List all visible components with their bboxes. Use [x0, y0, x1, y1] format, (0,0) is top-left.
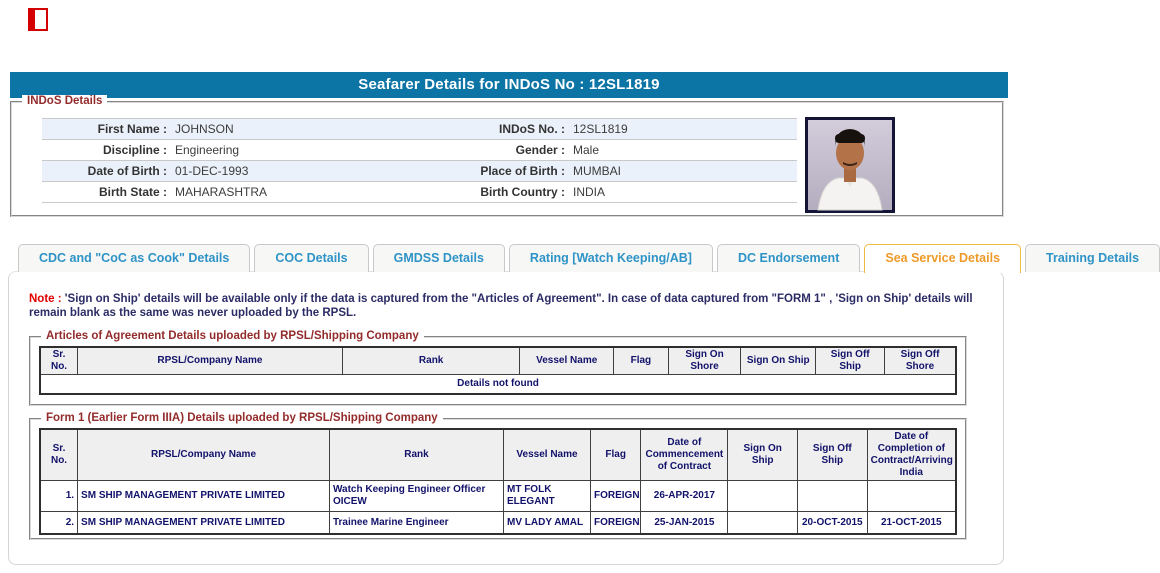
cell-rank: Watch Keeping Engineer Officer OICEW — [329, 481, 503, 512]
col-sign-off-ship: Sign Off Ship — [816, 347, 885, 375]
cell-sign-on-ship — [728, 481, 798, 512]
tab-rating-watch-keeping[interactable]: Rating [Watch Keeping/AB] — [509, 244, 713, 272]
dob-label: Date of Birth : — [87, 164, 167, 178]
articles-of-agreement-section — [29, 330, 967, 406]
cell-vessel: MV LADY AMAL — [503, 512, 590, 535]
cell-sr-no: 2. — [40, 512, 78, 535]
first-name-label: First Name : — [97, 122, 167, 136]
tab-gmdss-details[interactable]: GMDSS Details — [373, 244, 505, 272]
col-rank: Rank — [342, 347, 520, 375]
cell-sr-no: 1. — [40, 481, 78, 512]
col-flag: Flag — [591, 429, 641, 481]
note-text: 'Sign on Ship' details will be available only if the data is captured from the "Articles of Agreement". In case of data captured from "FORM 1" , 'Sign on Ship' details will remain blank as the same was never uploaded by the RPSL. — [29, 293, 973, 320]
cell-completion-date: 21-OCT-2015 — [867, 512, 956, 535]
table-row — [40, 512, 956, 535]
indos-details-legend: INDoS Details — [22, 95, 107, 107]
gender-label: Gender : — [515, 143, 565, 157]
col-company: RPSL/Company Name — [78, 347, 343, 375]
cell-commencement-date: 26-APR-2017 — [641, 481, 728, 512]
form1-section — [29, 412, 967, 540]
cell-vessel: MT FOLK ELEGANT — [503, 481, 590, 512]
col-sign-off-ship: Sign Off Ship — [798, 429, 868, 481]
form1-table — [39, 428, 957, 535]
col-vessel: Vessel Name — [520, 347, 613, 375]
sign-on-ship-note — [29, 292, 993, 321]
seafarer-portrait-photo — [805, 117, 895, 213]
cell-flag: FOREIGN — [591, 481, 641, 512]
tab-dc-endorsement[interactable]: DC Endorsement — [717, 244, 860, 272]
cell-company: SM SHIP MANAGEMENT PRIVATE LIMITED — [78, 512, 330, 535]
detail-row — [42, 182, 797, 203]
detail-row — [42, 161, 797, 182]
col-completion-date: Date of Completion of Contract/Arriving India — [867, 429, 956, 481]
col-rank: Rank — [329, 429, 503, 481]
cell-company: SM SHIP MANAGEMENT PRIVATE LIMITED — [78, 481, 330, 512]
indos-details-section — [10, 95, 1004, 217]
place-of-birth-value: MUMBAI — [573, 164, 621, 178]
detail-row — [42, 140, 797, 161]
col-sign-on-ship: Sign On Ship — [741, 347, 816, 375]
birth-country-value: INDIA — [573, 185, 606, 199]
col-sign-on-shore: Sign On Shore — [668, 347, 740, 375]
note-prefix: Note : — [29, 293, 62, 305]
cell-sign-on-ship — [728, 512, 798, 535]
tab-coc-details[interactable]: COC Details — [254, 244, 368, 272]
red-placeholder-icon — [28, 8, 48, 31]
tab-training-details[interactable]: Training Details — [1025, 244, 1160, 272]
discipline-value: Engineering — [175, 143, 240, 157]
first-name-value: JOHNSON — [175, 122, 234, 136]
col-commencement-date: Date of Commencement of Contract — [641, 429, 728, 481]
indos-no-label: INDoS No. : — [499, 122, 565, 136]
details-tab-bar — [18, 244, 1160, 272]
page-title: Seafarer Details for INDoS No : 12SL1819 — [10, 72, 1008, 98]
birth-country-label: Birth Country : — [480, 185, 565, 199]
cell-sign-off-ship: 20-OCT-2015 — [798, 512, 868, 535]
details-not-found-message: Details not found — [40, 375, 956, 395]
sea-service-tab-panel — [8, 271, 1004, 565]
indos-details-grid — [42, 118, 797, 203]
detail-row — [42, 118, 797, 140]
place-of-birth-label: Place of Birth : — [480, 164, 565, 178]
gender-value: Male — [573, 143, 600, 157]
col-sr-no: Sr. No. — [40, 347, 78, 375]
cell-flag: FOREIGN — [591, 512, 641, 535]
articles-of-agreement-table — [39, 346, 957, 395]
dob-value: 01-DEC-1993 — [175, 164, 249, 178]
col-flag: Flag — [613, 347, 668, 375]
cell-completion-date — [867, 481, 956, 512]
tab-sea-service-details[interactable]: Sea Service Details — [864, 244, 1021, 273]
portrait-photo-graphic — [808, 120, 892, 210]
birth-state-value: MAHARASHTRA — [175, 185, 268, 199]
col-sign-off-shore: Sign Off Shore — [885, 347, 956, 375]
col-company: RPSL/Company Name — [78, 429, 330, 481]
articles-legend: Articles of Agreement Details uploaded by RPSL/Shipping Company — [41, 330, 424, 342]
table-header-row — [40, 429, 956, 481]
birth-state-label: Birth State : — [98, 185, 167, 199]
indos-no-value: 12SL1819 — [573, 122, 628, 136]
col-sr-no: Sr. No. — [40, 429, 78, 481]
discipline-label: Discipline : — [102, 143, 167, 157]
empty-result-row — [40, 375, 956, 395]
cell-sign-off-ship — [798, 481, 868, 512]
form1-legend: Form 1 (Earlier Form IIIA) Details uploaded by RPSL/Shipping Company — [41, 412, 443, 424]
col-sign-on-ship: Sign On Ship — [728, 429, 798, 481]
cell-rank: Trainee Marine Engineer — [329, 512, 503, 535]
table-header-row — [40, 347, 956, 375]
table-row — [40, 481, 956, 512]
tab-cdc-coc-as-cook[interactable]: CDC and "CoC as Cook" Details — [18, 244, 250, 272]
col-vessel: Vessel Name — [503, 429, 590, 481]
cell-commencement-date: 25-JAN-2015 — [641, 512, 728, 535]
